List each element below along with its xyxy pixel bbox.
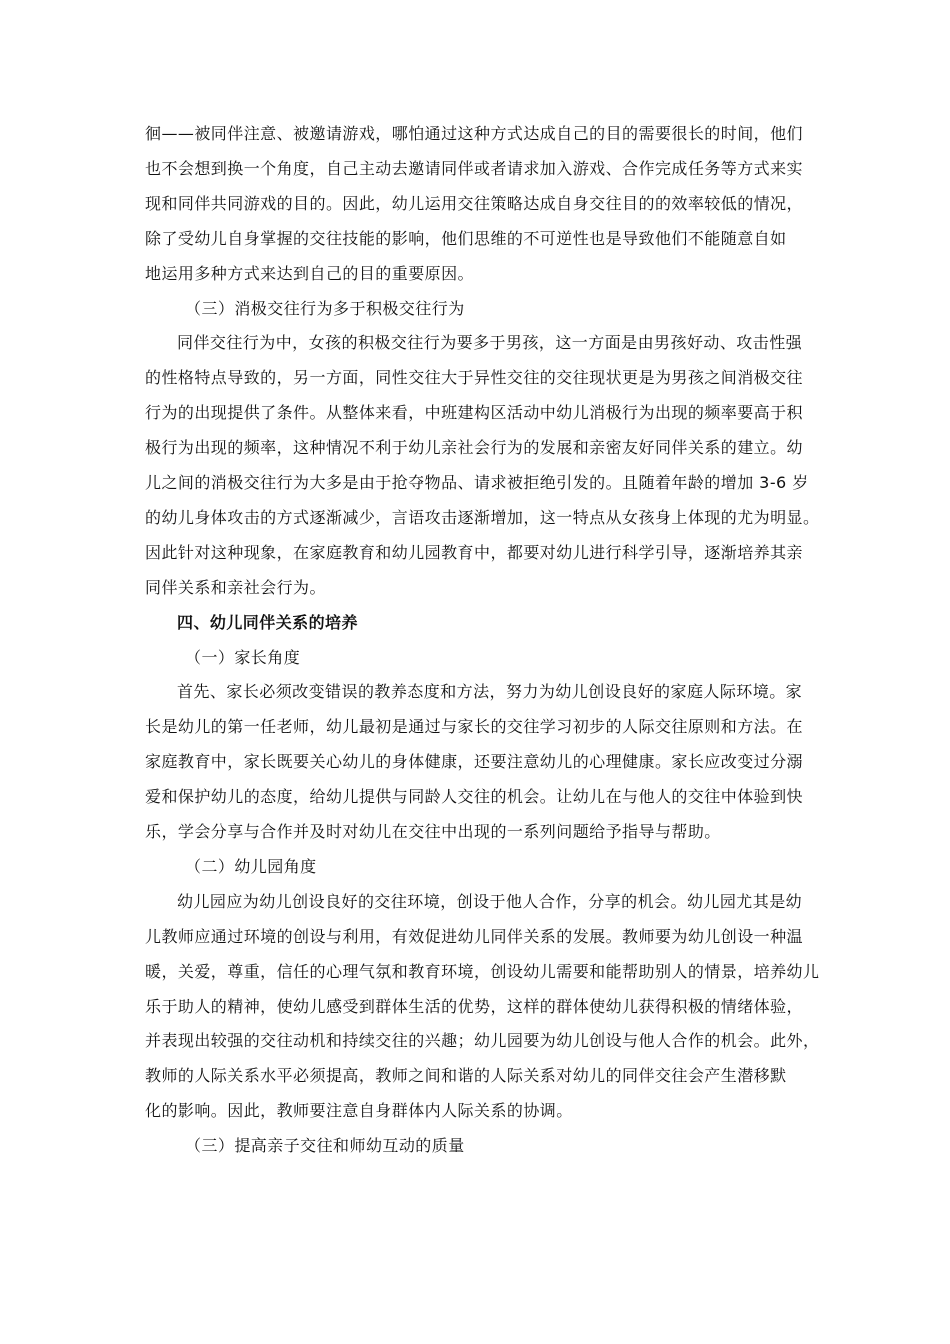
- paragraph-line: 同伴关系和亲社会行为。: [145, 578, 326, 597]
- paragraph-line: 除了受幼儿自身掌握的交往技能的影响，他们思维的不可逆性也是导致他们不能随意自如: [145, 229, 787, 248]
- paragraph-line: 长是幼儿的第一任老师，幼儿最初是通过与家长的交往学习初步的人际交往原则和方法。在: [145, 717, 804, 736]
- paragraph-line: 同伴交往行为中，女孩的积极交往行为要多于男孩，这一方面是由男孩好动、攻击性强: [177, 333, 803, 352]
- paragraph-line: 因此针对这种现象，在家庭教育和幼儿园教育中，都要对幼儿进行科学引导，逐渐培养其亲: [145, 543, 804, 562]
- paragraph-line: 徊——被同伴注意、被邀请游戏，哪怕通过这种方式达成自己的目的需要很长的时间，他们: [145, 124, 804, 143]
- paragraph-line: 极行为出现的频率，这种情况不利于幼儿亲社会行为的发展和亲密友好同伴关系的建立。幼: [145, 438, 804, 457]
- paragraph-line: 首先、家长必须改变错误的教养态度和方法，努力为幼儿创设良好的家庭人际环境。家: [177, 682, 803, 701]
- paragraph-line: 也不会想到换一个角度，自己主动去邀请同伴或者请求加入游戏、合作完成任务等方式来实: [145, 159, 804, 178]
- paragraph-line: 行为的出现提供了条件。从整体来看，中班建构区活动中幼儿消极行为出现的频率要高于积: [145, 403, 804, 422]
- paragraph-line: 暖，关爱，尊重，信任的心理气氛和教育环境，创设幼儿需要和能帮助别人的情景，培养幼儿: [145, 962, 820, 981]
- paragraph-line: 儿教师应通过环境的创设与利用，有效促进幼儿同伴关系的发展。教师要为幼儿创设一种温: [145, 927, 804, 946]
- subsection-heading: （二）幼儿园角度: [185, 857, 317, 876]
- paragraph-line: 家庭教育中，家长既要关心幼儿的身体健康，还要注意幼儿的心理健康。家长应改变过分溺: [145, 752, 804, 771]
- subsection-heading: （三）提高亲子交往和师幼互动的质量: [185, 1136, 465, 1155]
- paragraph-line: 地运用多种方式来达到自己的目的重要原因。: [145, 264, 475, 283]
- paragraph-line: 儿之间的消极交往行为大多是由于抢夺物品、请求被拒绝引发的。且随着年龄的增加 3-6 岁: [145, 473, 809, 492]
- paragraph-line: 的幼儿身体攻击的方式逐渐减少，言语攻击逐渐增加，这一特点从女孩身上体现的尤为明显。: [145, 508, 820, 527]
- paragraph-line: 幼儿园应为幼儿创设良好的交往环境，创设于他人合作，分享的机会。幼儿园尤其是幼: [177, 892, 803, 911]
- subsection-heading: （三）消极交往行为多于积极交往行为: [185, 299, 465, 318]
- paragraph-line: 化的影响。因此，教师要注意自身群体内人际关系的协调。: [145, 1101, 573, 1120]
- paragraph-line: 乐，学会分享与合作并及时对幼儿在交往中出现的一系列问题给予指导与帮助。: [145, 822, 721, 841]
- section-heading: 四、幼儿同伴关系的培养: [177, 613, 358, 632]
- paragraph-line: 现和同伴共同游戏的目的。因此，幼儿运用交往策略达成自身交往目的的效率较低的情况，: [145, 194, 804, 213]
- paragraph-line: 教师的人际关系水平必须提高，教师之间和谐的人际关系对幼儿的同伴交往会产生潜移默: [145, 1066, 787, 1085]
- paragraph-line: 爱和保护幼儿的态度，给幼儿提供与同龄人交往的机会。让幼儿在与他人的交往中体验到快: [145, 787, 804, 806]
- subsection-heading: （一）家长角度: [185, 648, 301, 667]
- paragraph-line: 的性格特点导致的，另一方面，同性交往大于异性交往的交往现状更是为男孩之间消极交往: [145, 368, 804, 387]
- paragraph-line: 乐于助人的精神，使幼儿感受到群体生活的优势，这样的群体使幼儿获得积极的情绪体验，: [145, 997, 804, 1016]
- paragraph-line: 并表现出较强的交往动机和持续交往的兴趣；幼儿园要为幼儿创设与他人合作的机会。此外，: [145, 1031, 820, 1050]
